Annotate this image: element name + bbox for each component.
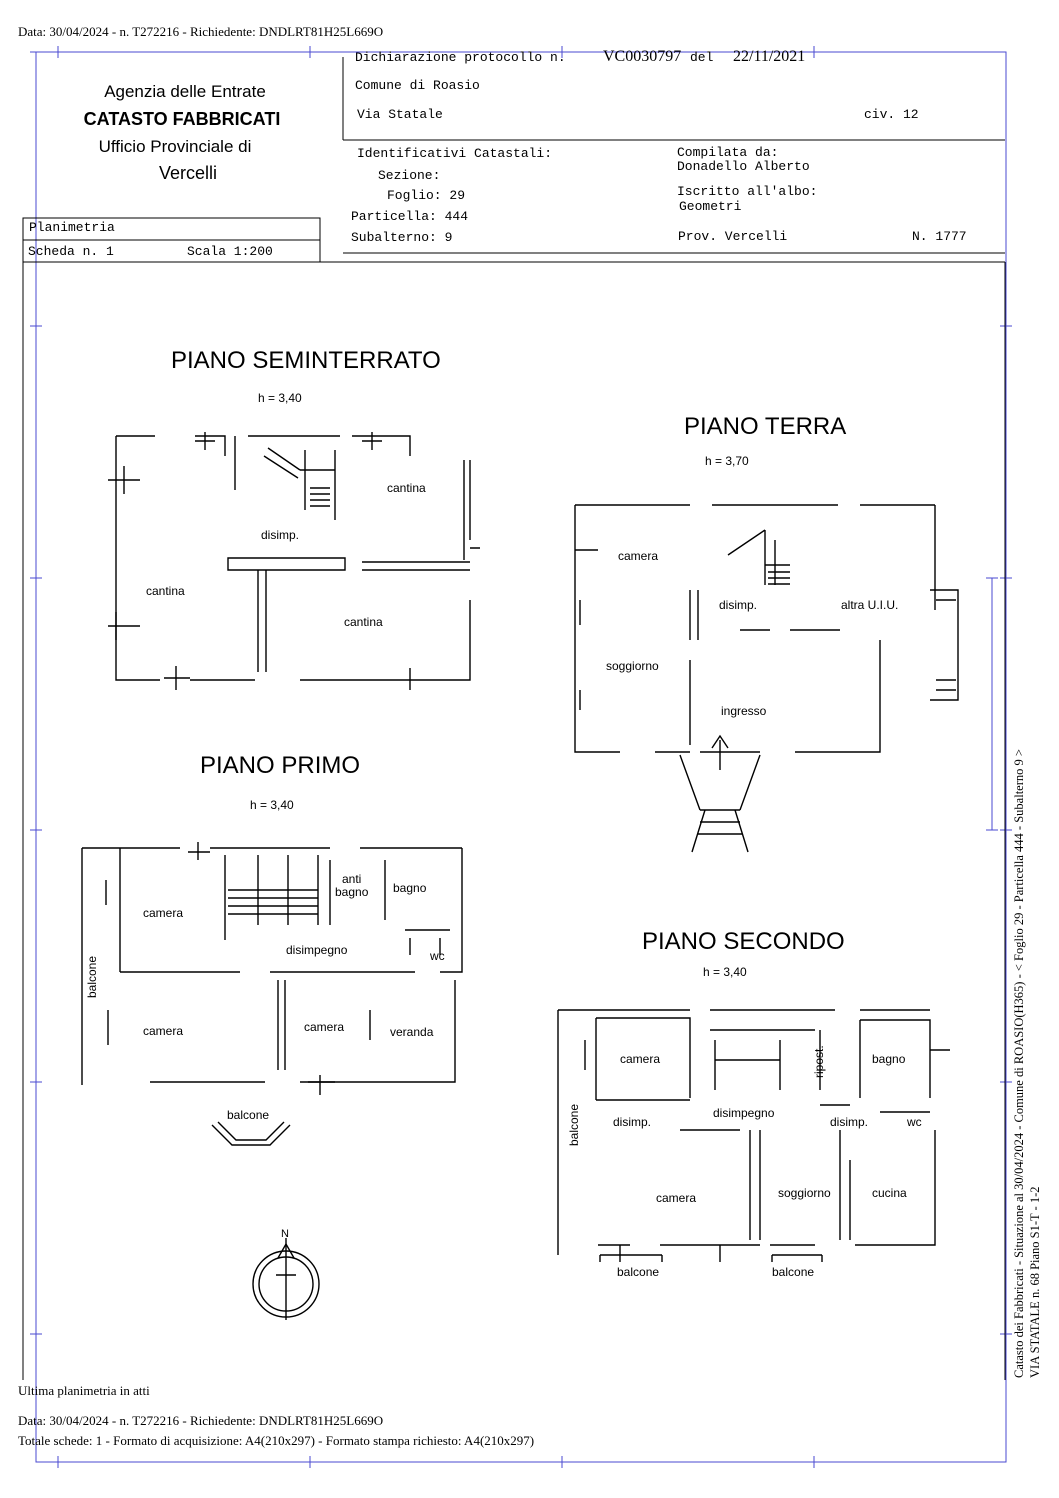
- iscritto-label: Iscritto all'albo:: [677, 184, 818, 199]
- room-label: camera: [656, 1191, 697, 1205]
- room-label: camera: [304, 1020, 345, 1034]
- room-label: soggiorno: [778, 1186, 831, 1200]
- ultima-planimetria: Ultima planimetria in atti: [18, 1383, 150, 1398]
- room-label: cucina: [872, 1186, 907, 1200]
- albo-number: N. 1777: [912, 229, 967, 244]
- room-label: wc: [430, 949, 445, 963]
- compass-north: [253, 1238, 319, 1320]
- side-text-line1: Catasto dei Fabbricati - Situazione al 30/04/2024 - Comune di ROASIO(H365) - < Foglio 29 - Particella 444 - Subalterno 9 >: [1012, 749, 1026, 1378]
- room-label: ripost.: [812, 1045, 826, 1078]
- floor-height-terra: h = 3,70: [705, 454, 749, 468]
- room-label: disimp.: [613, 1115, 652, 1129]
- prov-text: Prov. Vercelli: [678, 229, 788, 244]
- scheda-label: Scheda n. 1: [28, 244, 114, 259]
- room-label: wc: [907, 1115, 922, 1129]
- room-label: disimp.: [830, 1115, 869, 1129]
- agency-line1: Agenzia delle Entrate: [104, 82, 266, 101]
- protocollo-date: 22/11/2021: [733, 48, 806, 65]
- albo-text: Geometri: [679, 199, 742, 214]
- room-label: ingresso: [721, 704, 767, 718]
- room-label: balcone: [85, 955, 99, 998]
- floor-title-terra: PIANO TERRA: [684, 413, 847, 440]
- blue-frame: [30, 46, 1012, 1468]
- room-label: bagno: [872, 1052, 906, 1066]
- plan-secondo: [558, 1010, 950, 1262]
- particella-text: Particella: 444: [351, 209, 469, 224]
- side-text-line2: VIA STATALE n. 68 Piano S1-T - 1-2: [1028, 1186, 1042, 1378]
- room-label: disimp.: [719, 598, 758, 612]
- agency-line2: CATASTO FABBRICATI: [83, 109, 281, 129]
- compilata-name: Donadello Alberto: [677, 159, 810, 174]
- room-label: veranda: [390, 1025, 434, 1039]
- compilata-heading: Compilata da:: [677, 145, 779, 160]
- comune-text: Comune di Roasio: [355, 78, 480, 93]
- subalterno-text: Subalterno: 9: [351, 230, 453, 245]
- footer-totale-line: Totale schede: 1 - Formato di acquisizione: A4(210x297) - Formato stampa richiesto: A4(210x297): [18, 1433, 535, 1448]
- room-label: disimp.: [261, 528, 300, 542]
- agency-line3: Ufficio Provinciale di: [98, 137, 252, 156]
- room-label: balcone: [617, 1265, 660, 1279]
- via-text: Via Statale: [357, 107, 443, 122]
- room-label: cantina: [146, 584, 185, 598]
- room-label: altra U.I.U.: [841, 598, 899, 612]
- identificativi-heading: Identificativi Catastali:: [357, 146, 553, 161]
- floor-height-primo: h = 3,40: [250, 798, 294, 812]
- scala-label: Scala 1:200: [187, 244, 273, 259]
- floor-title-seminterrato: PIANO SEMINTERRATO: [171, 347, 441, 374]
- dichiarazione-label: Dichiarazione protocollo n.: [355, 50, 566, 65]
- room-label: soggiorno: [606, 659, 659, 673]
- planimetria-label: Planimetria: [29, 220, 115, 235]
- room-label: disimpegno: [713, 1106, 775, 1120]
- room-label: anti: [342, 872, 362, 886]
- room-label: bagno: [335, 885, 369, 899]
- room-label: camera: [620, 1052, 661, 1066]
- del-label: del: [690, 50, 714, 65]
- floor-height-secondo: h = 3,40: [703, 965, 747, 979]
- top-data-line: Data: 30/04/2024 - n. T272216 - Richiedente: DNDLRT81H25L669O: [18, 24, 384, 39]
- header-boxes: [23, 57, 1005, 1380]
- foglio-text: Foglio: 29: [387, 188, 466, 203]
- compass-label: N: [281, 1228, 289, 1240]
- floor-height-seminterrato: h = 3,40: [258, 391, 302, 405]
- floor-title-secondo: PIANO SECONDO: [642, 928, 845, 955]
- room-label: camera: [143, 906, 184, 920]
- room-label: balcone: [567, 1103, 581, 1146]
- room-label: cantina: [344, 615, 383, 629]
- room-label: camera: [143, 1024, 184, 1038]
- plan-seminterrato: [108, 432, 480, 690]
- agency-line4: Vercelli: [158, 163, 218, 183]
- room-label: cantina: [387, 481, 426, 495]
- room-label: balcone: [227, 1108, 270, 1122]
- room-label: balcone: [772, 1265, 815, 1279]
- sezione-label: Sezione:: [378, 168, 441, 183]
- room-label: bagno: [393, 881, 427, 895]
- floor-title-primo: PIANO PRIMO: [200, 752, 361, 779]
- footer-data-line: Data: 30/04/2024 - n. T272216 - Richiedente: DNDLRT81H25L669O: [18, 1413, 384, 1428]
- protocollo-number: VC0030797: [603, 48, 682, 65]
- room-label: disimpegno: [286, 943, 348, 957]
- civico-text: civ. 12: [864, 107, 919, 122]
- room-label: camera: [618, 549, 659, 563]
